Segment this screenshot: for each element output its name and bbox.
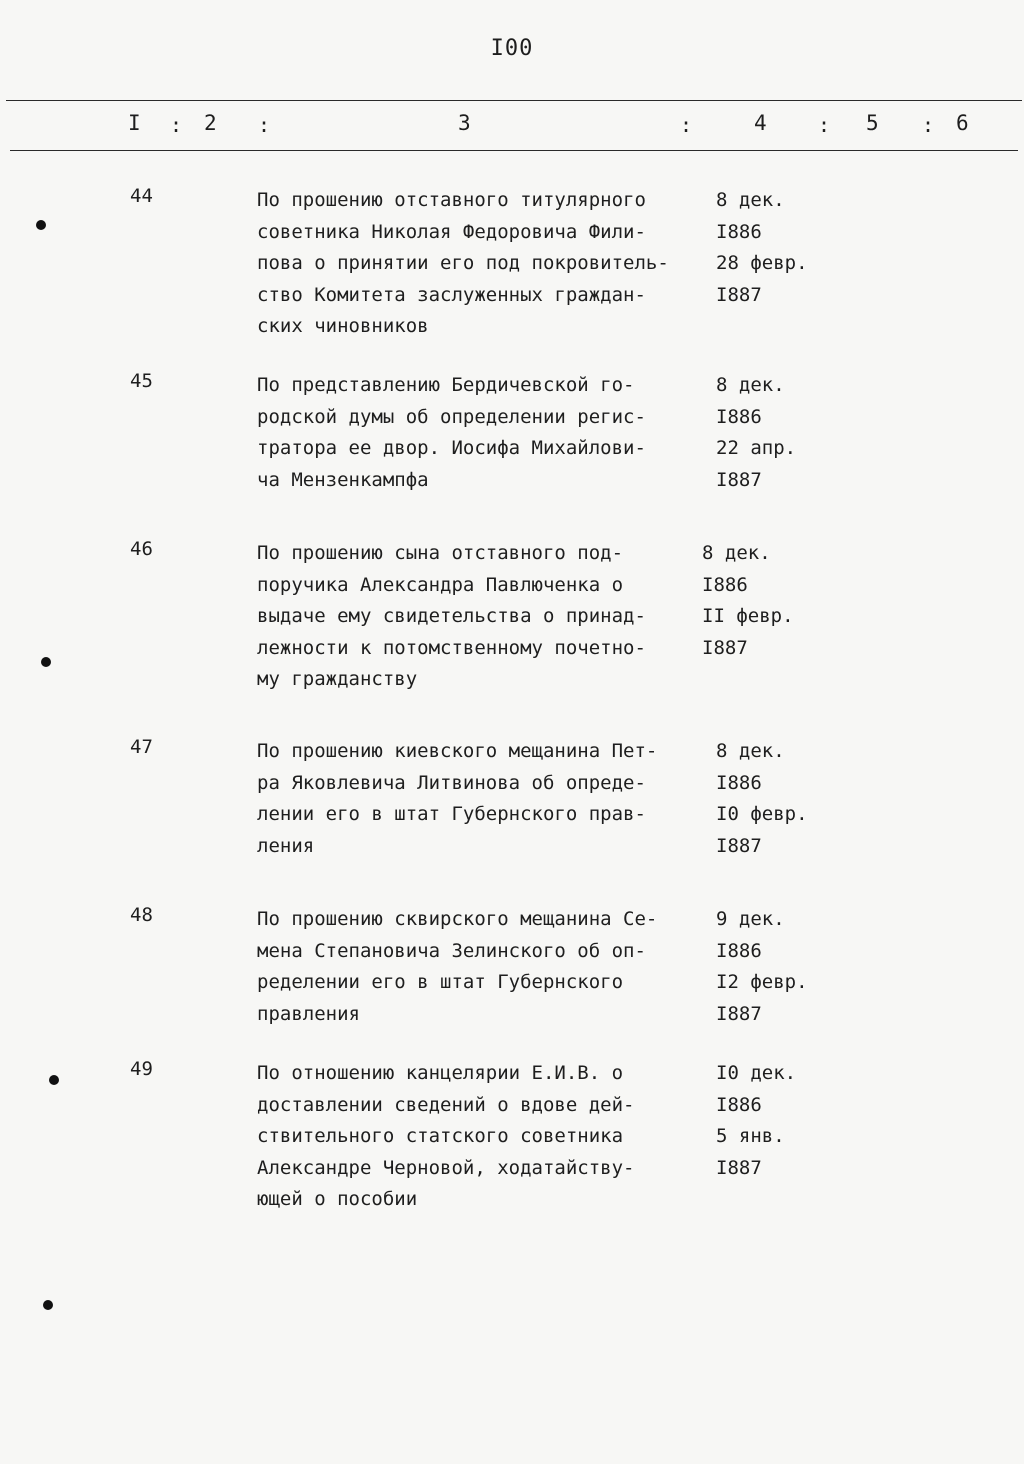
- header-bottom-rule: [10, 150, 1018, 151]
- entry-text-line: ющей о пособии: [257, 1188, 418, 1210]
- entry-end-date: I2 февр.: [716, 971, 808, 993]
- entry-text-line: ления: [257, 834, 315, 857]
- column-header-5: 5: [866, 111, 879, 135]
- column-header-4: 4: [754, 111, 767, 135]
- entry-number: 47: [130, 736, 153, 758]
- entry-text-line: лении его в штат Губернского прав-: [257, 803, 646, 825]
- binder-hole: [41, 657, 51, 667]
- entry-start-date: 8 дек.: [716, 740, 785, 762]
- entry-text-line: По представлению Бердичевской го-: [257, 374, 635, 396]
- entry-end-date: 28 февр.: [716, 252, 808, 274]
- entry-end-year: I887: [716, 283, 762, 306]
- entry-start-year: I886: [716, 771, 762, 794]
- entry-start-date: 8 дек.: [716, 189, 785, 211]
- column-separator: :: [170, 113, 183, 137]
- entry-end-date: 5 янв.: [716, 1125, 785, 1147]
- entry-text-line: советника Николая Федоровича Фили-: [257, 220, 646, 243]
- entry-text-line: лежности к потомственному почетно-: [257, 636, 646, 659]
- entry-text-line: По прошению отставного титулярного: [257, 189, 646, 211]
- entry-start-date: 8 дек.: [716, 374, 785, 396]
- entry-text-line: ствительного статского советника: [257, 1125, 624, 1147]
- entry-end-date: 22 апр.: [716, 437, 797, 459]
- column-separator: :: [922, 113, 935, 137]
- entry-text-line: ских чиновников: [257, 315, 429, 337]
- entry-text-line: ство Комитета заслуженных граждан-: [257, 283, 646, 306]
- entry-start-year: I886: [716, 939, 762, 962]
- entry-description: [257, 904, 717, 1030]
- entry-description: [257, 538, 717, 696]
- column-separator: :: [258, 113, 271, 137]
- entry-end-date: I0 февр.: [716, 803, 808, 825]
- entry-end-date: II февр.: [702, 605, 794, 627]
- entry-end-year: I887: [716, 1156, 762, 1179]
- entry-description: [257, 736, 717, 862]
- page-number: I00: [490, 36, 534, 61]
- column-header-1: I: [128, 111, 141, 135]
- entry-text-line: По прошению сквирского мещанина Се-: [257, 908, 658, 930]
- entry-text-line: поручика Александра Павлюченка о: [257, 573, 624, 596]
- entry-description: [257, 1058, 717, 1216]
- entry-text-line: му гражданству: [257, 668, 418, 690]
- binder-hole: [49, 1075, 59, 1085]
- entry-text-line: пова о принятии его под покровитель-: [257, 252, 669, 274]
- entry-text-line: ра Яковлевича Литвинова об опреде-: [257, 771, 646, 794]
- entry-text-line: выдаче ему свидетельства о принад-: [257, 605, 646, 627]
- column-header-2: 2: [204, 111, 217, 135]
- entry-end-year: I887: [716, 834, 762, 857]
- entry-number: 44: [130, 185, 153, 207]
- entry-start-year: I886: [716, 1093, 762, 1116]
- entry-start-year: I886: [702, 573, 748, 596]
- entry-start-date: 9 дек.: [716, 908, 785, 930]
- binder-hole: [43, 1300, 53, 1310]
- entry-end-year: I887: [702, 636, 748, 659]
- entry-text-line: мена Степановича Зелинского об оп-: [257, 939, 646, 962]
- entry-dates: [716, 370, 856, 496]
- entry-text-line: ча Мензенкампфа: [257, 468, 429, 491]
- entry-number: 45: [130, 370, 153, 392]
- column-header-6: 6: [956, 111, 969, 135]
- entry-start-date: 8 дек.: [702, 542, 771, 564]
- column-separator: :: [680, 113, 693, 137]
- entry-text-line: тратора ее двор. Иосифа Михайлови-: [257, 437, 646, 459]
- binder-hole: [36, 220, 46, 230]
- entry-dates: [702, 538, 842, 664]
- entry-text-line: правления: [257, 1002, 360, 1025]
- entry-start-year: I886: [716, 405, 762, 428]
- entry-description: [257, 185, 717, 343]
- entry-dates: [716, 736, 856, 862]
- entry-description: [257, 370, 717, 496]
- entry-number: 46: [130, 538, 153, 560]
- entry-text-line: ределении его в штат Губернского: [257, 971, 624, 993]
- entry-dates: [716, 904, 856, 1030]
- entry-start-year: I886: [716, 220, 762, 243]
- entry-end-year: I887: [716, 1002, 762, 1025]
- entry-text-line: По прошению киевского мещанина Пет-: [257, 740, 658, 762]
- entry-text-line: доставлении сведений о вдове дей-: [257, 1093, 635, 1116]
- entry-text-line: Александре Черновой, ходатайству-: [257, 1156, 635, 1179]
- entry-number: 48: [130, 904, 153, 926]
- entry-text-line: По прошению сына отставного под-: [257, 542, 624, 564]
- entry-number: 49: [130, 1058, 153, 1080]
- entry-end-year: I887: [716, 468, 762, 491]
- column-header-3: 3: [458, 111, 471, 135]
- entry-dates: [716, 1058, 856, 1184]
- entry-text-line: По отношению канцелярии Е.И.В. о: [257, 1062, 624, 1084]
- entry-start-date: I0 дек.: [716, 1062, 797, 1084]
- entry-dates: [716, 185, 856, 311]
- header-top-rule: [6, 100, 1022, 101]
- entry-text-line: родской думы об определении регис-: [257, 405, 646, 428]
- column-separator: :: [818, 113, 831, 137]
